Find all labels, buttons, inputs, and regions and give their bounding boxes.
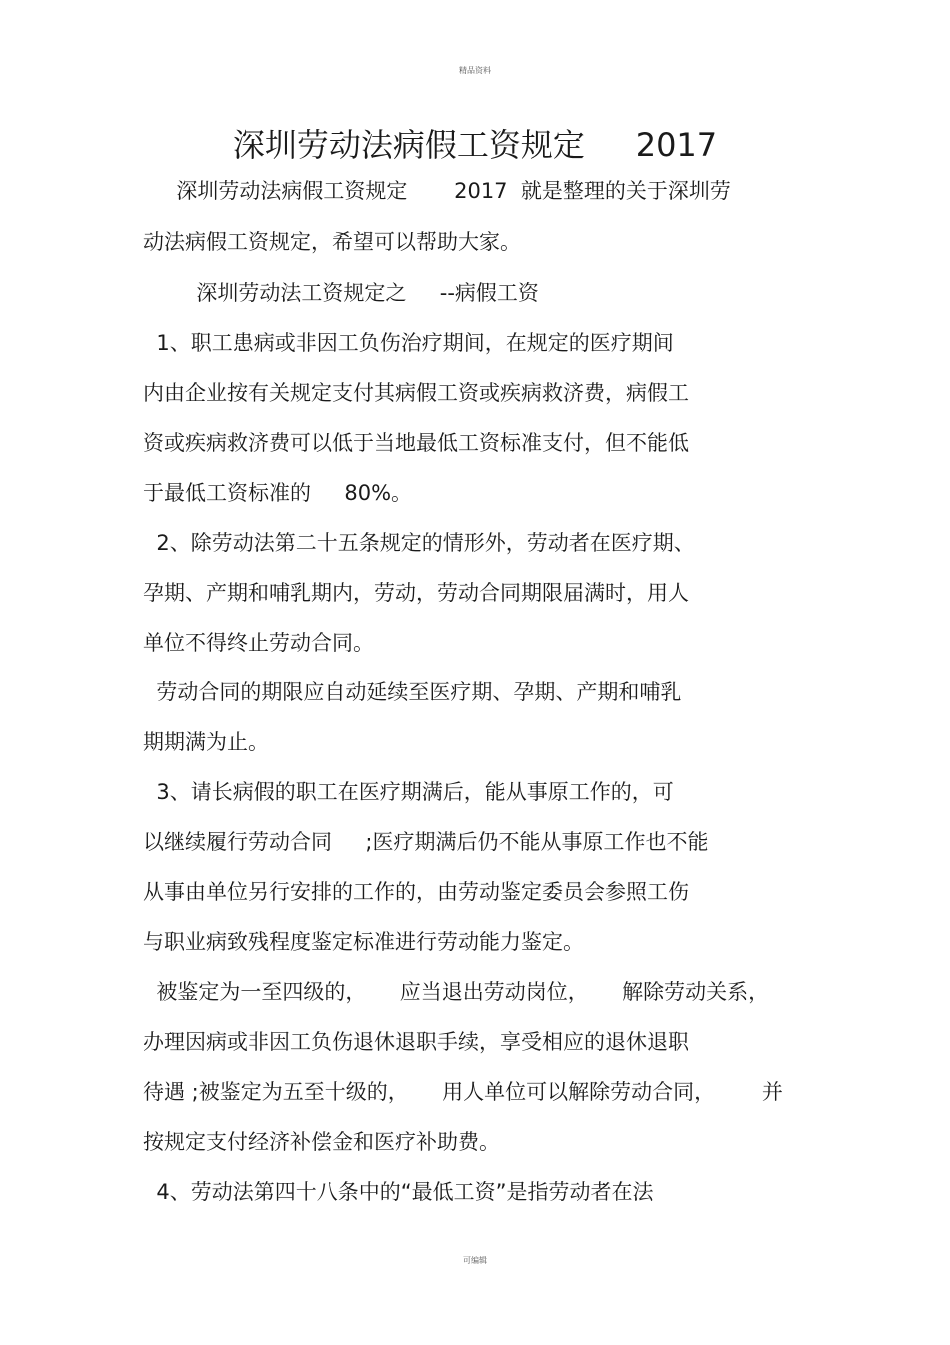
paragraph-line: 劳动合同的期限应自动延续至医疗期、孕期、产期和哺乳 — [143, 680, 682, 704]
paragraph-line: 内由企业按有关规定支付其病假工资或疾病救济费，病假工 — [143, 381, 689, 405]
paragraph-line: 3、请长病假的职工在医疗期满后，能从事原工作的，可 — [143, 780, 674, 804]
section-heading: 深圳劳动法工资规定之 --病假工资 — [143, 281, 539, 305]
paragraph-line: 资或疾病救济费可以低于当地最低工资标准支付，但不能低 — [143, 431, 689, 455]
paragraph-line: 期期满为止。 — [143, 730, 269, 754]
header-watermark: 精品资料 — [459, 66, 491, 75]
paragraph-line: 深圳劳动法病假工资规定 2017 就是整理的关于深圳劳 — [143, 179, 731, 203]
paragraph-line: 被鉴定为一至四级的， 应当退出劳动岗位， 解除劳动关系， — [143, 980, 770, 1004]
paragraph-line: 按规定支付经济补偿金和医疗补助费。 — [143, 1130, 500, 1154]
paragraph-line: 办理因病或非因工负伤退休退职手续，享受相应的退休退职 — [143, 1030, 689, 1054]
paragraph-line: 孕期、产期和哺乳期内，劳动，劳动合同期限届满时，用人 — [143, 581, 689, 605]
paragraph-line: 待遇 ;被鉴定为五至十级的， 用人单位可以解除劳动合同， 并 — [143, 1080, 783, 1104]
paragraph-line: 2、除劳动法第二十五条规定的情形外，劳动者在医疗期、 — [143, 531, 695, 555]
paragraph-line: 从事由单位另行安排的工作的，由劳动鉴定委员会参照工伤 — [143, 880, 689, 904]
paragraph-line: 以继续履行劳动合同 ;医疗期满后仍不能从事原工作也不能 — [143, 830, 709, 854]
paragraph-line: 4、劳动法第四十八条中的“最低工资”是指劳动者在法 — [143, 1180, 654, 1204]
paragraph-line: 与职业病致残程度鉴定标准进行劳动能力鉴定。 — [143, 930, 584, 954]
paragraph-line: 1、职工患病或非因工负伤治疗期间，在规定的医疗期间 — [143, 331, 674, 355]
footer-watermark: 可编辑 — [463, 1256, 487, 1265]
paragraph-line: 单位不得终止劳动合同。 — [143, 631, 374, 655]
paragraph-line: 动法病假工资规定，希望可以帮助大家。 — [143, 230, 521, 254]
document-title: 深圳劳动法病假工资规定 2017 — [232, 126, 718, 164]
paragraph-line: 于最低工资标准的 80%。 — [143, 481, 413, 505]
